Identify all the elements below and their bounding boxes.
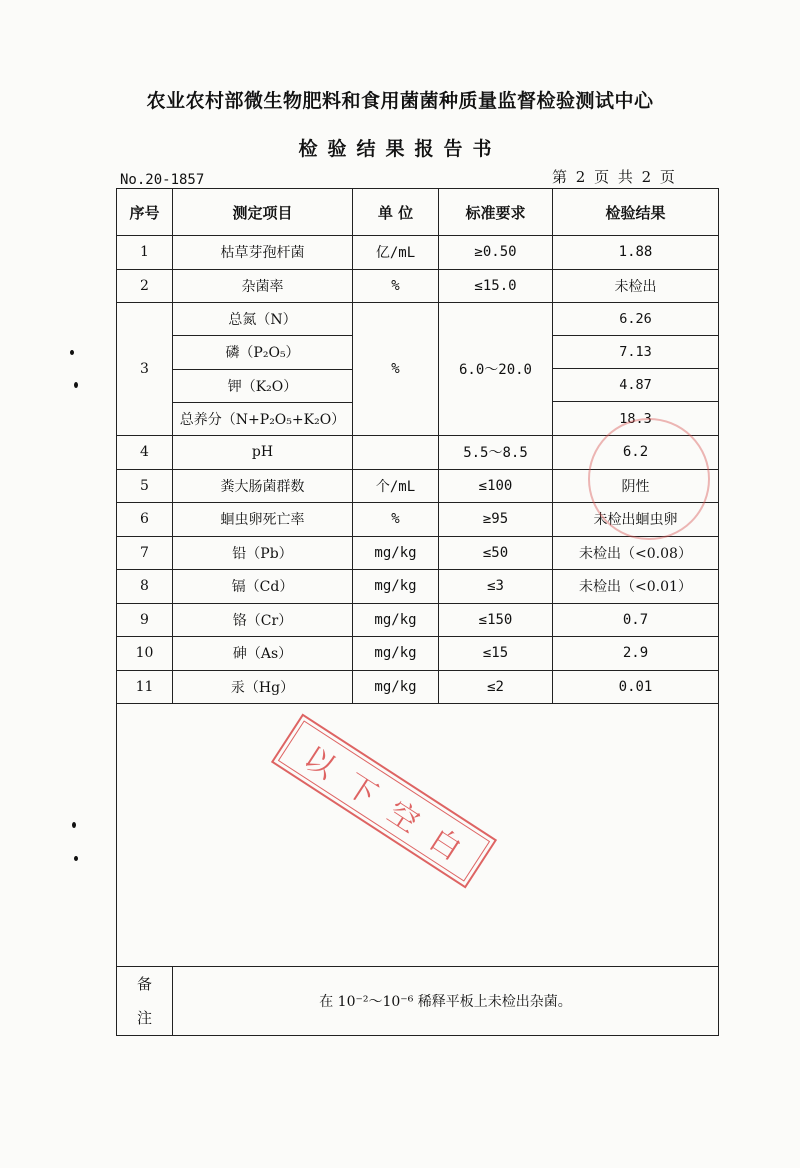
report-number: No.20-1857: [120, 172, 205, 188]
row-result: 阴性: [553, 469, 719, 503]
row-standard: ≤15: [439, 637, 553, 671]
table-row: [117, 637, 719, 671]
row-item: 铅（Pb）: [173, 536, 353, 570]
row-no: 2: [117, 269, 173, 303]
row-result: 1.88: [553, 236, 719, 270]
row-result: 未检出: [553, 269, 719, 303]
row-result: 未检出（<0.01）: [553, 570, 719, 604]
group3-results: [553, 303, 719, 436]
table-row: [117, 603, 719, 637]
row-no: 4: [117, 436, 173, 470]
row-item: 蛔虫卵死亡率: [173, 503, 353, 537]
notes-label-top: 备: [136, 975, 152, 993]
row-result: 7.13: [553, 336, 718, 369]
row-item: 总氮（N）: [173, 303, 353, 336]
row-result: 0.01: [553, 670, 719, 704]
binding-hole-mark: [72, 822, 76, 828]
row-result: 0.7: [553, 603, 719, 637]
row-item: 磷（P₂O₅）: [173, 336, 353, 369]
binding-hole-mark: [70, 350, 74, 355]
row-standard: ≥0.50: [439, 236, 553, 270]
row-item: 钾（K₂O）: [173, 369, 353, 402]
row-standard: 6.0～20.0: [439, 303, 553, 436]
row-item: 粪大肠菌群数: [173, 469, 353, 503]
header-result: 检验结果: [553, 189, 719, 236]
row-item: 镉（Cd）: [173, 570, 353, 604]
row-no: 3: [117, 303, 173, 436]
row-result: 6.26: [553, 303, 718, 336]
table-row: [117, 670, 719, 704]
table-row: [117, 536, 719, 570]
row-result: 未检出（<0.08）: [553, 536, 719, 570]
row-result: 6.2: [553, 436, 719, 470]
row-item: 总养分（N+P₂O₅+K₂O）: [173, 402, 353, 435]
table-row-group-3: [117, 303, 719, 336]
row-unit: mg/kg: [353, 603, 439, 637]
row-result: 18.3: [619, 410, 652, 427]
row-item: 铬（Cr）: [173, 603, 353, 637]
stamp-char: 白: [422, 821, 468, 868]
binding-hole-mark: [74, 382, 78, 388]
row-item: 杂菌率: [173, 269, 353, 303]
row-standard: ≤2: [439, 670, 553, 704]
row-standard: 5.5～8.5: [439, 436, 553, 470]
row-unit: %: [353, 303, 439, 436]
row-unit: mg/kg: [353, 536, 439, 570]
row-no: 1: [117, 236, 173, 270]
stamp-char: 空: [380, 794, 426, 841]
notes-text: 在 10⁻²～10⁻⁶ 稀释平板上未检出杂菌。: [173, 967, 719, 1036]
header-no: 序号: [117, 189, 173, 236]
row-unit: [353, 436, 439, 470]
row-standard: ≤50: [439, 536, 553, 570]
row-no: 11: [117, 670, 173, 704]
row-unit: mg/kg: [353, 670, 439, 704]
row-item: 砷（As）: [173, 637, 353, 671]
row-item: 汞（Hg）: [173, 670, 353, 704]
row-standard: ≤3: [439, 570, 553, 604]
row-result: 2.9: [553, 637, 719, 671]
row-unit: mg/kg: [353, 637, 439, 671]
row-no: 10: [117, 637, 173, 671]
notes-label: [117, 967, 173, 1036]
header-standard: 标准要求: [439, 189, 553, 236]
row-unit: 亿/mL: [353, 236, 439, 270]
header-unit: 单 位: [353, 189, 439, 236]
row-no: 5: [117, 469, 173, 503]
row-no: 7: [117, 536, 173, 570]
row-unit: %: [353, 503, 439, 537]
page-indicator: 第 2 页 共 2 页: [552, 168, 675, 186]
report-title: 检验结果报告书: [298, 138, 502, 160]
row-unit: 个/mL: [353, 469, 439, 503]
official-seal-stamp: [588, 418, 710, 540]
row-no: 6: [117, 503, 173, 537]
table-header-row: [117, 189, 719, 236]
row-item: 枯草芽孢杆菌: [173, 236, 353, 270]
row-no: 8: [117, 570, 173, 604]
row-standard: ≤15.0: [439, 269, 553, 303]
row-no: 9: [117, 603, 173, 637]
row-standard: ≤150: [439, 603, 553, 637]
row-standard: ≤100: [439, 469, 553, 503]
binding-hole-mark: [74, 856, 78, 861]
stamp-char: 下: [339, 767, 384, 814]
notes-label-bottom: 注: [136, 1009, 152, 1027]
row-unit: mg/kg: [353, 570, 439, 604]
row-result: 4.87: [553, 369, 718, 402]
row-item: pH: [173, 436, 353, 470]
table-row: [117, 570, 719, 604]
row-unit: %: [353, 269, 439, 303]
row-standard: ≥95: [439, 503, 553, 537]
table-row: [117, 269, 719, 303]
results-table: [116, 188, 719, 1036]
table-row: [117, 236, 719, 270]
header-item: 测定项目: [173, 189, 353, 236]
row-result: 未检出蛔虫卵: [553, 503, 719, 537]
notes-row: [117, 967, 719, 1036]
organization-title: 农业农村部微生物肥料和食用菌菌种质量监督检验测试中心: [146, 90, 654, 112]
stamp-char: 以: [297, 740, 342, 786]
